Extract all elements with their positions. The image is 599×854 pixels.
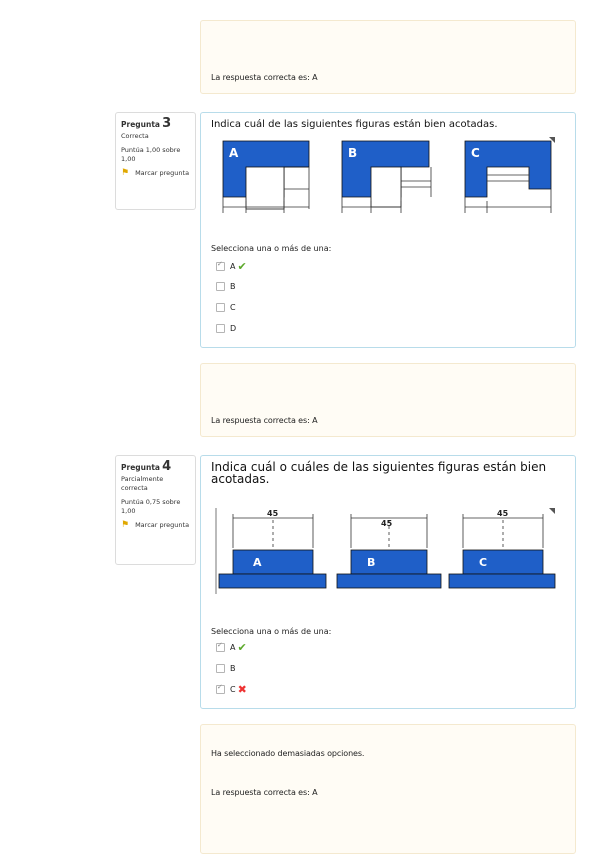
flag-question-link[interactable] — [121, 521, 190, 530]
checkbox-a[interactable] — [216, 262, 225, 271]
dimension-label-a: 45 — [267, 509, 279, 518]
flag-label[interactable]: Marcar pregunta — [135, 521, 190, 529]
option-c[interactable] — [216, 684, 247, 694]
question-state: Correcta — [121, 132, 149, 140]
question-info-q3 — [115, 112, 196, 210]
question-label: Pregunta — [121, 120, 160, 129]
question-text: Indica cuál de las siguientes figuras están bien acotadas. — [211, 119, 498, 130]
flag-label[interactable]: Marcar pregunta — [135, 169, 190, 177]
feedback-panel-q3 — [200, 363, 576, 437]
feedback-panel-q4 — [200, 724, 576, 854]
correct-answer-text: La respuesta correcta es: A — [211, 73, 318, 82]
question-figure-q3 — [209, 137, 569, 217]
question-grade: Puntúa 1,00 sobre 1,00 — [121, 146, 181, 163]
checkbox-c[interactable] — [216, 303, 225, 312]
option-label-b[interactable]: B — [230, 663, 236, 673]
question-formulation-q3 — [200, 112, 576, 348]
question-grade: Puntúa 0,75 sobre 1,00 — [121, 498, 181, 515]
flag-icon[interactable]: ⚑ — [121, 168, 130, 178]
answer-prompt: Selecciona una o más de una: — [211, 244, 332, 253]
question-state: Parcialmente correcta — [121, 475, 164, 492]
figure-label-b: B — [348, 146, 358, 160]
question-label: Pregunta — [121, 463, 160, 472]
specific-feedback-text: Ha seleccionado demasiadas opciones. — [211, 749, 365, 758]
correct-icon: ✔ — [237, 640, 247, 654]
option-a[interactable] — [216, 642, 247, 652]
question-number: 3 — [162, 116, 172, 131]
option-label-d[interactable]: D — [230, 323, 237, 333]
question-text: Indica cuál o cuáles de las siguientes figuras están bien acotadas. — [211, 460, 547, 486]
option-label-b[interactable]: B — [230, 281, 236, 291]
dimension-label-b: 45 — [381, 519, 393, 528]
question-figure-q4 — [211, 506, 571, 598]
question-number: 4 — [162, 459, 172, 474]
option-label-a[interactable]: A — [230, 261, 236, 271]
dimension-label-c: 45 — [497, 509, 509, 518]
question-info-q4 — [115, 455, 196, 565]
question-formulation-q4 — [200, 455, 576, 709]
checkbox-b[interactable] — [216, 664, 225, 673]
option-label-c[interactable]: C — [230, 302, 236, 312]
correct-icon: ✔ — [237, 259, 247, 273]
checkbox-a[interactable] — [216, 643, 225, 652]
figure-label-c: C — [479, 556, 488, 569]
option-label-a[interactable]: A — [230, 642, 236, 652]
figure-label-b: B — [367, 556, 376, 569]
checkbox-d[interactable] — [216, 324, 225, 333]
correct-answer-text: La respuesta correcta es: A — [211, 416, 318, 425]
figure-label-a: A — [253, 556, 262, 569]
figure-label-a: A — [229, 146, 239, 160]
checkbox-b[interactable] — [216, 282, 225, 291]
option-d[interactable] — [216, 323, 236, 333]
flag-question-link[interactable] — [121, 169, 190, 178]
correct-answer-text: La respuesta correcta es: A — [211, 788, 318, 797]
answer-prompt: Selecciona una o más de una: — [211, 627, 332, 636]
option-b[interactable] — [216, 281, 236, 291]
option-b[interactable] — [216, 663, 236, 673]
option-c[interactable] — [216, 302, 236, 312]
flag-icon[interactable]: ⚑ — [121, 520, 130, 530]
option-a[interactable] — [216, 261, 247, 271]
figure-label-c: C — [471, 146, 480, 160]
incorrect-icon: ✖ — [237, 682, 247, 696]
option-label-c[interactable]: C — [230, 684, 236, 694]
feedback-panel-q2 — [200, 20, 576, 94]
checkbox-c[interactable] — [216, 685, 225, 694]
